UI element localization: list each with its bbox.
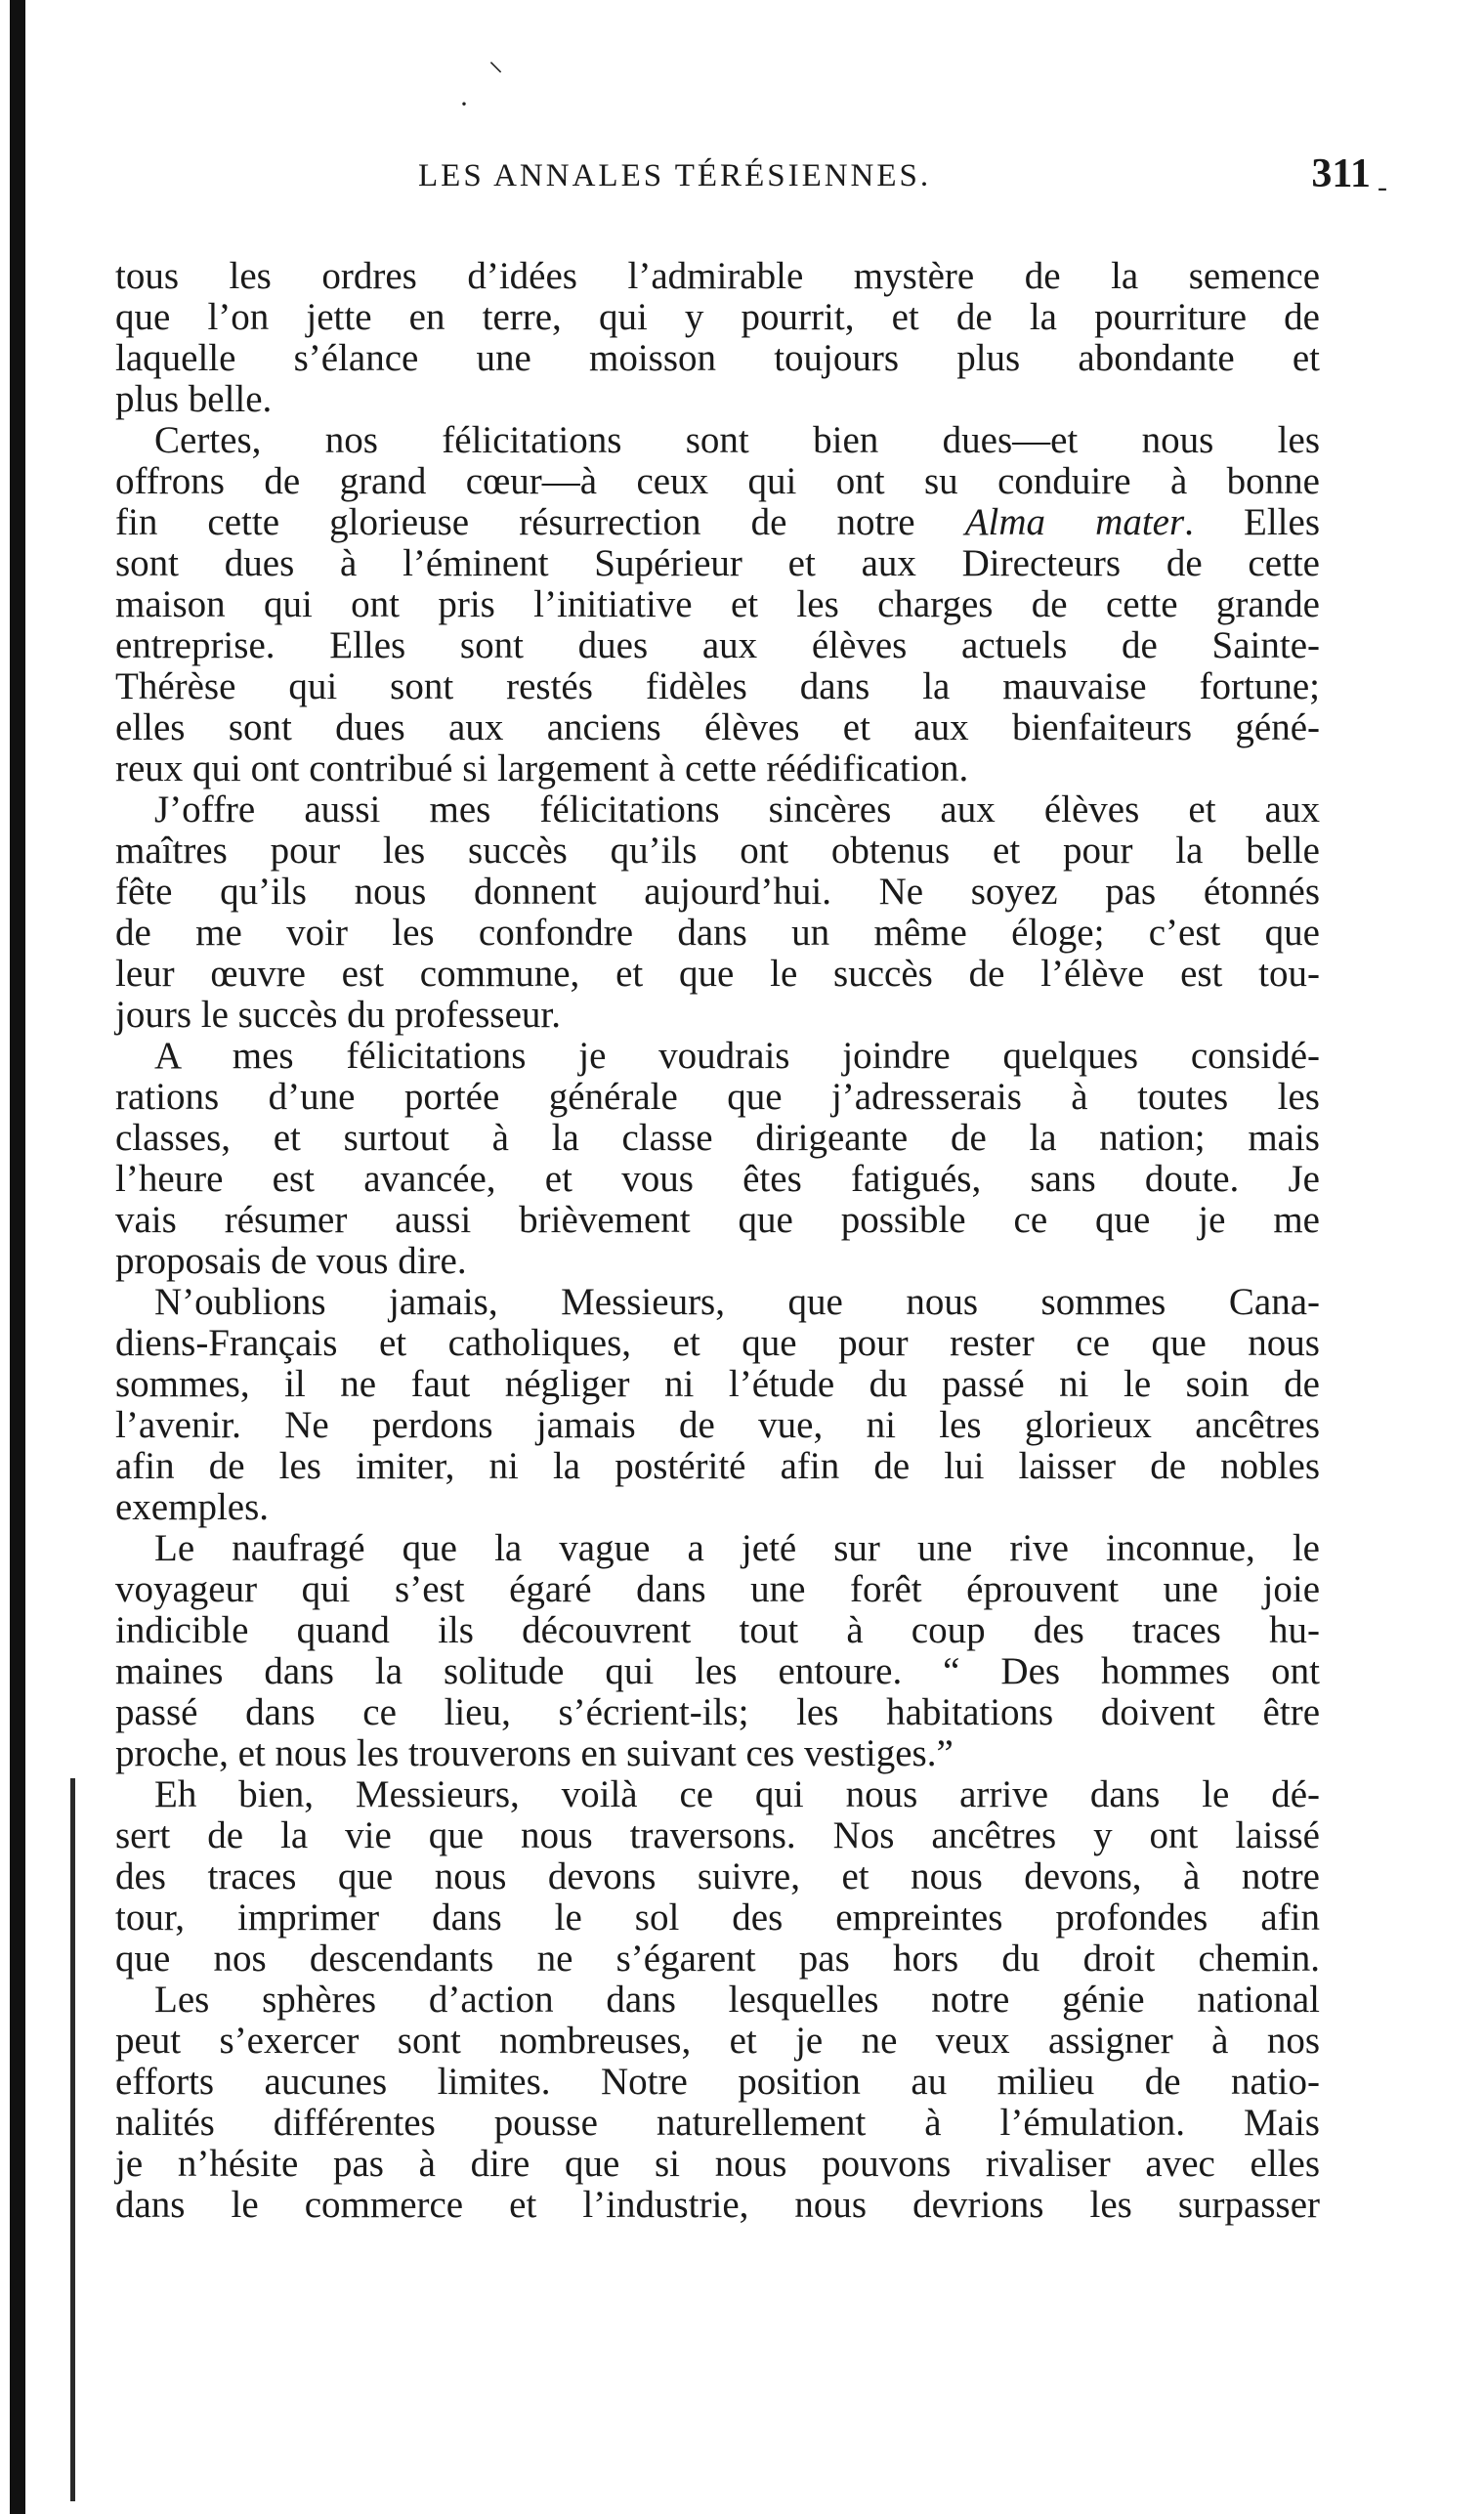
text-line: sert de la vie que nous traversons. Nos ancêtres y ont laissé — [115, 1814, 1320, 1856]
text-line: que nos descendants ne s’égarent pas hors du droit chemin. — [115, 1938, 1320, 1980]
text-line: classes, et surtout à la classe dirigeante de la nation; mais — [115, 1117, 1320, 1159]
text-fragment: . Elles — [1184, 501, 1320, 543]
text-line: dans le commerce et l’industrie, nous devrions les surpasser — [115, 2184, 1320, 2226]
text-line: Les sphères d’action dans lesquelles notre génie national — [154, 1979, 1320, 2021]
scan-speck: · — [459, 88, 469, 120]
text-line: Thérèse qui sont restés fidèles dans la mauvaise fortune; — [115, 665, 1320, 707]
text-line: l’avenir. Ne perdons jamais de vue, ni les glorieux ancêtres — [115, 1404, 1320, 1446]
text-line: que l’on jette en terre, qui y pourrit, et de la pourriture de — [115, 296, 1320, 338]
text-line: Le naufragé que la vague a jeté sur une rive inconnue, le — [154, 1527, 1320, 1569]
text-line: indicible quand ils découvrent tout à coup des traces hu- — [115, 1609, 1320, 1651]
text-line: leur œuvre est commune, et que le succès de l’élève est tou- — [115, 953, 1320, 995]
text-line: l’heure est avancée, et vous êtes fatigués, sans doute. Je — [115, 1158, 1320, 1200]
scan-binding-edge — [10, 0, 25, 2514]
text-line: passé dans ce lieu, s’écrient-ils; les habitations doivent être — [115, 1691, 1320, 1733]
text-line: sont dues à l’éminent Supérieur et aux Directeurs de cette — [115, 542, 1320, 584]
text-line — [115, 502, 1320, 543]
body-text — [115, 256, 1320, 2226]
text-line: des traces que nous devons suivre, et nous devons, à notre — [115, 1855, 1320, 1897]
text-line: peut s’exercer sont nombreuses, et je ne veux assigner à nos — [115, 2020, 1320, 2062]
scan-speck: ⸜ — [488, 45, 503, 77]
text-line: rations d’une portée générale que j’adresserais à toutes les — [115, 1076, 1320, 1118]
text-line: tous les ordres d’idées l’admirable mystère de la semence — [115, 255, 1320, 297]
text-line: entreprise. Elles sont dues aux élèves actuels de Sainte- — [115, 624, 1320, 666]
italic-phrase: Alma mater — [964, 501, 1185, 543]
text-line: elles sont dues aux anciens élèves et aux bienfaiteurs géné- — [115, 706, 1320, 748]
text-line: de me voir les confondre dans un même éloge; c’est que — [115, 912, 1320, 954]
scan-shadow-line — [70, 1778, 75, 2501]
text-line: offrons de grand cœur—à ceux qui ont su conduire à bonne — [115, 460, 1320, 502]
text-line: afin de les imiter, ni la postérité afin de lui laisser de nobles — [115, 1445, 1320, 1487]
text-line: A mes félicitations je voudrais joindre quelques considé- — [154, 1035, 1320, 1077]
text-line: proche, et nous les trouverons en suivant ces vestiges.” — [115, 1732, 954, 1774]
text-line: efforts aucunes limites. Notre position au milieu de natio- — [115, 2061, 1320, 2103]
text-line: tour, imprimer dans le sol des empreintes profondes afin — [115, 1896, 1320, 1939]
text-line: maines dans la solitude qui les entoure. “ Des hommes ont — [115, 1650, 1320, 1692]
text-line: N’oublions jamais, Messieurs, que nous sommes Cana- — [154, 1281, 1320, 1323]
text-line: J’offre aussi mes félicitations sincères aux élèves et aux — [154, 788, 1320, 831]
page-header — [115, 151, 1371, 207]
running-title: LES ANNALES TÉRÉSIENNES. — [418, 158, 932, 193]
text-line: proposais de vous dire. — [115, 1240, 467, 1282]
text-line: je n’hésite pas à dire que si nous pouvons rivaliser avec elles — [115, 2143, 1320, 2185]
text-line: sommes, il ne faut négliger ni l’étude du passé ni le soin de — [115, 1363, 1320, 1405]
text-line: maîtres pour les succès qu’ils ont obtenus et pour la belle — [115, 830, 1320, 872]
scan-dash: - — [1378, 171, 1387, 203]
page-number: 311 — [1311, 151, 1371, 196]
text-line: exemples. — [115, 1486, 270, 1528]
text-line: maison qui ont pris l’initiative et les charges de cette grande — [115, 583, 1320, 625]
text-line: reux qui ont contribué si largement à cette réédification. — [115, 747, 969, 789]
text-fragment: fin cette glorieuse résurrection de notre — [115, 501, 965, 543]
text-line: laquelle s’élance une moisson toujours plus abondante et — [115, 337, 1320, 379]
text-line: Eh bien, Messieurs, voilà ce qui nous arrive dans le dé- — [154, 1773, 1320, 1815]
text-line: voyageur qui s’est égaré dans une forêt éprouvent une joie — [115, 1568, 1320, 1610]
text-line: vais résumer aussi brièvement que possible ce que je me — [115, 1199, 1320, 1241]
text-line: nalités différentes pousse naturellement à l’émulation. Mais — [115, 2102, 1320, 2144]
text-line: diens-Français et catholiques, et que pour rester ce que nous — [115, 1322, 1320, 1364]
text-line: fête qu’ils nous donnent aujourd’hui. Ne soyez pas étonnés — [115, 871, 1320, 913]
text-line: plus belle. — [115, 378, 273, 420]
text-line: Certes, nos félicitations sont bien dues—et nous les — [154, 419, 1320, 461]
text-line: jours le succès du professeur. — [115, 994, 561, 1036]
